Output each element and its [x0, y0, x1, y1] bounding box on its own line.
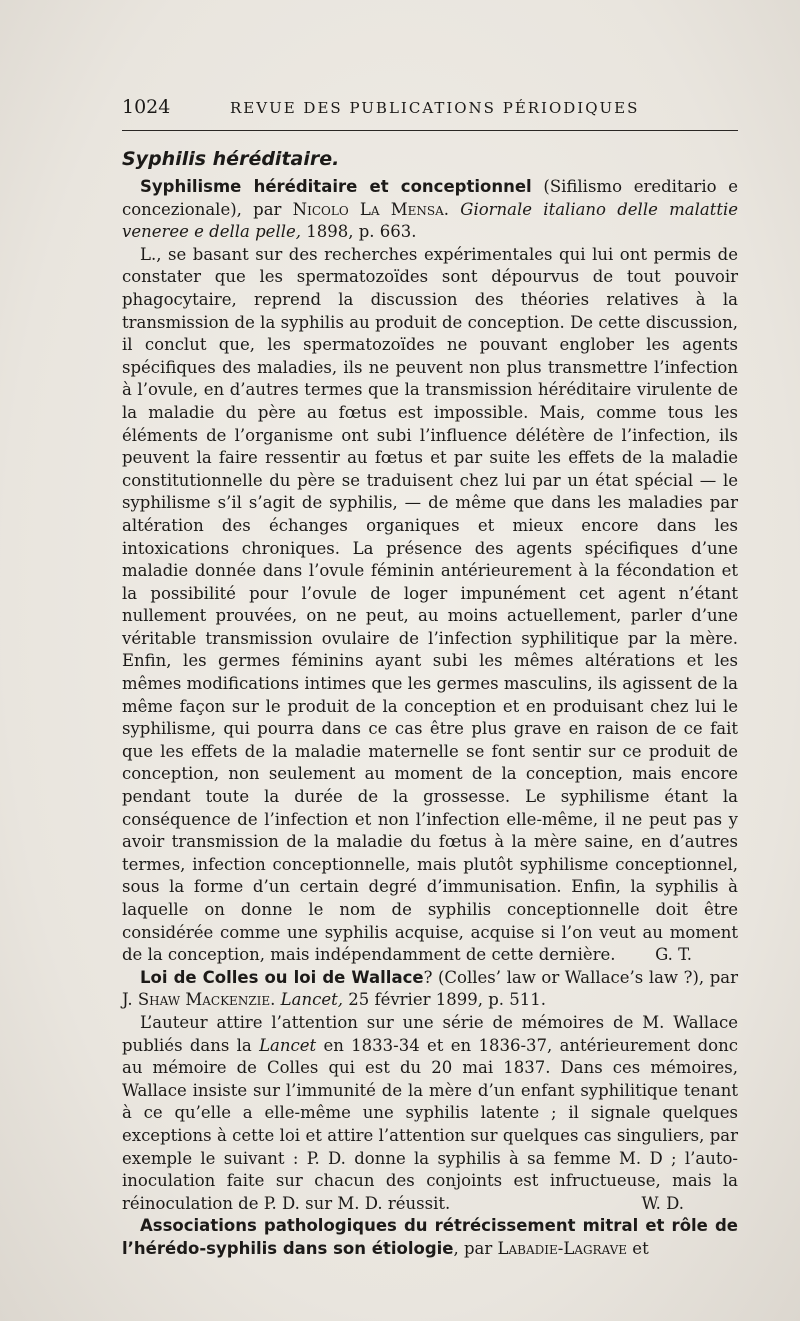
entry-1-reference: 1898, p. 663.	[301, 222, 417, 242]
entry-1-citation: Syphilisme héréditaire et conceptionnel (Sifilismo ereditario e concezionale), par Nicolo La Mensa. Giornale italiano delle malattie veneree e della pelle, 1898, p. 663.	[122, 177, 739, 242]
entry-1-signature: G. T.	[655, 945, 692, 965]
entry-1-journal: Giornale italiano delle malattie veneree e della pelle,	[122, 199, 738, 242]
entry-3-title: Associations pathologiques du rétrécissement mitral et rôle de l’hérédo-syphilis dans son étiologie	[122, 1216, 738, 1258]
entry-3-author: Labadie-Lagrave	[497, 1238, 628, 1258]
entry-2-signature: W. D.	[641, 1193, 684, 1213]
entry-1-author: Nicolo La Mensa	[292, 199, 444, 219]
page-header	[122, 96, 738, 120]
entry-2-author: Shaw Mackenzie	[137, 990, 271, 1010]
entry-1-text: L., se basant sur des recherches expérimentales qui lui ont permis de constater que les spermatozoïdes sont dépourvus de tout pouvoir phagocytaire, reprend la discussion des théories relatives à la transmission de la syphilis au produit de conception. De cette discussion, il conclut que, les spermatozoïdes ne pouvant englober les agents spécifiques des maladies, ils ne peuvent non plus transmettre l’infection à l’ovule, en d’autres termes que la transmission héréditaire virulente de la maladie du père au fœtus est impossible. Mais, comme tous les éléments de l’organisme ont subi l’influence délétère de l’infection, ils peuvent la faire ressentir au fœtus et par suite les effets de la maladie constitutionnelle du père se traduisent chez lui par un état spécial — le syphilisme s’il s’agit de syphilis, — de même que dans les maladies par altération des échanges organiques et mieux encore dans les intoxications chroniques. La présence des agents spécifiques d’une maladie donnée dans l’ovule féminin antérieurement à la fécondation et la possibilité pour l’ovule de loger impunément cet agent n’étant nullement prouvées, on ne peut, au moins actuellement, parler d’une véritable transmission ovulaire de l’infection syphilitique par la mère. Enfin, les germes féminins ayant subi les mêmes altérations et les mêmes modifications intimes que les germes masculins, ils agissent de la même façon sur le produit de la conception et en produisant chez lui le syphilisme, qui pourra dans ce cas être plus grave en raison de ce fait que les effets de la maladie maternelle se font sentir sur ce produit de conception, non seulement au moment de la conception, mais encore pendant toute la durée de la grossesse. Le syphilisme étant la conséquence de l’infection et non l’infection elle-même, il ne peut pas y avoir transmission de la maladie du fœtus à la mère saine, en d’autres termes, infection conceptionnelle, mais plutôt syphilisme conceptionnel, sous la forme d’un certain degré d’immunisation. Enfin, la syphilis à laquelle on donne le nom de syphilis conceptionnelle doit être considérée comme une syphilis acquise, acquise si l’on veut au moment de la conception, mais indépendamment de cette dernière. G. T.	[122, 244, 738, 967]
entry-1-title: Syphilisme héréditaire et conceptionnel	[140, 177, 532, 196]
review-entry-1	[122, 176, 738, 967]
entry-1-original-title: (Sifilismo ereditario e concezionale), par	[122, 177, 739, 219]
entry-2-reference: 25 février 1899, p. 511.	[342, 990, 546, 1010]
section-title: Syphilis héréditaire.	[122, 148, 340, 170]
header-rule	[122, 130, 738, 131]
review-entry-3	[122, 1215, 738, 1260]
entry-2-citation: Loi de Colles ou loi de Wallace? (Colles’ law or Wallace’s law ?), par J. Shaw Mackenzie. Lancet, 25 février 1899, p. 511.	[122, 967, 739, 1010]
page-number: 1024	[122, 96, 171, 118]
entry-2-original-title: ? (Colles’ law or Wallace’s law ?), par J.	[122, 967, 739, 1010]
page-body	[122, 146, 738, 1261]
entry-2-text: L’auteur attire l’attention sur une série de mémoires de M. Wallace publiés dans la Lancet en 1833-34 et en 1836-37, antérieurement donc au mémoire de Colles qui est du 20 mai 1837. Dans ces mémoires, Wallace insiste sur l’immunité de la mère d’un enfant syphilitique tenant à ce qu’elle a elle-même une syphilis latente ; il signale quelques exceptions à cette loi et attire l’attention sur quelques cas singuliers, par exemple le suivant : P. D. donne la syphilis à sa femme M. D ; l’auto-inoculation faite sur chacun des conjoints est infructueuse, mais la réinoculation de P. D. sur M. D. réussit. W. D.	[122, 1012, 738, 1215]
entry-2-title: Loi de Colles ou loi de Wallace	[140, 967, 424, 987]
entry-3-citation: Associations pathologiques du rétrécissement mitral et rôle de l’hérédo-syphilis dans son étiologie, par Labadie-Lagrave et	[122, 1216, 738, 1258]
running-title: REVUE DES PUBLICATIONS PÉRIODIQUES	[230, 99, 640, 117]
entry-2-journal: Lancet,	[280, 990, 343, 1010]
review-entry-2	[122, 967, 738, 1216]
